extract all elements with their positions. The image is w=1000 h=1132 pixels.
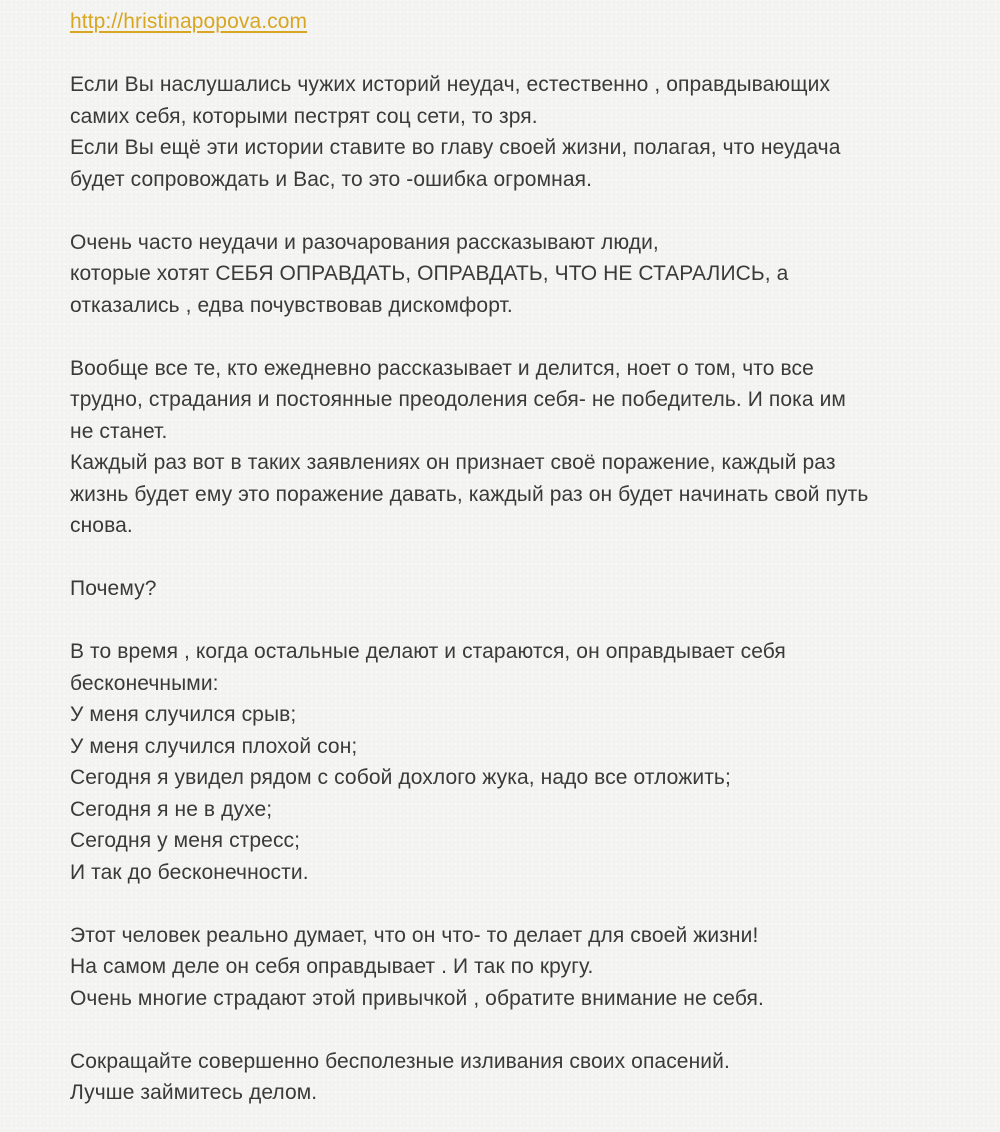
paragraph-3 bbox=[70, 353, 940, 542]
website-link[interactable]: http://hristinapopova.com bbox=[70, 10, 308, 33]
text-line: Сегодня я не в духе; bbox=[70, 797, 273, 821]
paragraph-gap bbox=[70, 542, 940, 574]
text-line: У меня случился срыв; bbox=[70, 703, 297, 726]
text-line: будет сопровождать и Вас, то это -ошибка огромная. bbox=[70, 167, 593, 191]
text-line: не станет. bbox=[70, 419, 168, 443]
paragraph-gap bbox=[70, 605, 940, 637]
text-line: снова. bbox=[70, 514, 133, 537]
paragraph-gap bbox=[70, 1014, 940, 1046]
text-line: отказались , едва почувствовав дискомфорт. bbox=[70, 293, 513, 317]
text-line: В то время , когда остальные делают и стараются, он оправдывает себя bbox=[70, 640, 786, 663]
paragraph-4 bbox=[70, 573, 940, 605]
text-line: Каждый раз вот в таких заявлениях он признает своё поражение, каждый раз bbox=[70, 451, 836, 474]
paragraph-6 bbox=[70, 920, 940, 1015]
text-line: Сокращайте совершенно бесполезные изливания своих опасений. bbox=[70, 1049, 730, 1073]
paragraph-gap bbox=[70, 888, 940, 920]
text-line: самих себя, которыми пестрят соц сети, то зря. bbox=[70, 104, 538, 128]
paragraph-gap bbox=[70, 321, 940, 353]
note-body bbox=[70, 6, 940, 1109]
text-line: Сегодня у меня стресс; bbox=[70, 829, 301, 852]
text-line: И так до бесконечности. bbox=[70, 860, 309, 884]
text-line: Очень часто неудачи и разочарования рассказывают люди, bbox=[70, 230, 659, 254]
text-line: У меня случился плохой сон; bbox=[70, 734, 358, 758]
paragraph-gap bbox=[70, 195, 940, 227]
text-line: трудно, страдания и постоянные преодоления себя- не победитель. И пока им bbox=[70, 388, 846, 411]
paragraph-7 bbox=[70, 1046, 940, 1109]
text-line: Если Вы ещё эти истории ставите во главу своей жизни, полагая, что неудача bbox=[70, 136, 841, 159]
text-line: Лучше займитесь делом. bbox=[70, 1081, 318, 1104]
text-line: Этот человек реально думает, что он что- то делает для своей жизни! bbox=[70, 923, 759, 947]
paragraph-2 bbox=[70, 227, 940, 322]
text-line: Почему? bbox=[70, 577, 157, 600]
text-line: Сегодня я увидел рядом с собой дохлого жука, надо все отложить; bbox=[70, 766, 731, 789]
text-line: которые хотят СЕБЯ ОПРАВДАТЬ, ОПРАВДАТЬ, ЧТО НЕ СТАРАЛИСЬ, а bbox=[70, 262, 789, 285]
text-line: На самом деле он себя оправдывает . И так по кругу. bbox=[70, 955, 594, 978]
paragraph-gap bbox=[70, 38, 940, 70]
text-line: Очень многие страдают этой привычкой , обратите внимание не себя. bbox=[70, 986, 764, 1010]
text-line: Если Вы наслушались чужих историй неудач, естественно , оправдывающих bbox=[70, 73, 831, 96]
text-line: бесконечными: bbox=[70, 671, 219, 695]
paragraph-1 bbox=[70, 69, 940, 195]
paragraph-5 bbox=[70, 636, 940, 888]
text-line: Вообще все те, кто ежедневно рассказывает и делится, ноет о том, что все bbox=[70, 356, 814, 380]
text-line: жизнь будет ему это поражение давать, каждый раз он будет начинать свой путь bbox=[70, 482, 869, 506]
